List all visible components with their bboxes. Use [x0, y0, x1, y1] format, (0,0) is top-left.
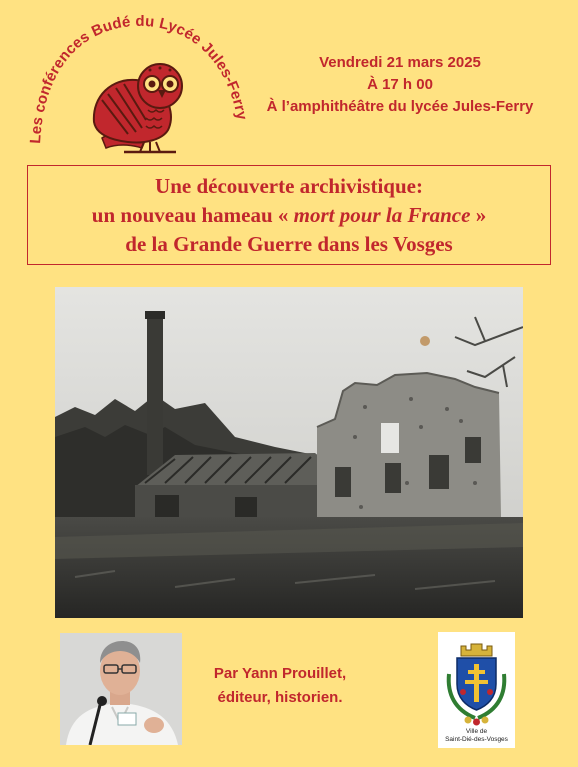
crest-caption — [438, 728, 515, 744]
city-crest-icon — [441, 634, 512, 728]
title-line-2-italic: mort pour la France — [293, 203, 471, 227]
city-crest-box — [438, 632, 515, 748]
owl-logo-icon — [84, 60, 190, 156]
event-info — [232, 52, 568, 118]
lecture-title-box — [27, 165, 551, 265]
crest-caption-line-1: Ville de — [465, 728, 488, 735]
event-place: À l’amphithéâtre du lycée Jules-Ferry — [266, 98, 534, 115]
title-line-2-suffix: » — [470, 203, 487, 227]
title-line-1: Une découverte archivistique: — [155, 174, 423, 198]
title-line-3: de la Grande Guerre dans les Vosges — [125, 232, 453, 256]
title-line-2 — [28, 201, 550, 230]
speaker-info — [190, 662, 370, 710]
event-date: Vendredi 21 mars 2025 — [319, 54, 481, 71]
speaker-portrait — [60, 633, 182, 745]
event-time: À 17 h 00 — [367, 76, 433, 93]
speaker-name: Par Yann Prouillet, — [213, 665, 347, 682]
title-line-2-prefix: un nouveau hameau « — [91, 203, 294, 227]
ruins-photo — [55, 287, 523, 618]
speaker-role: éditeur, historien. — [217, 689, 343, 706]
crest-caption-line-2: Saint-Dié-des-Vosges — [445, 736, 508, 743]
arc-title-text: Les conférences Budé du Lycée Jules-Ferry — [26, 12, 251, 145]
